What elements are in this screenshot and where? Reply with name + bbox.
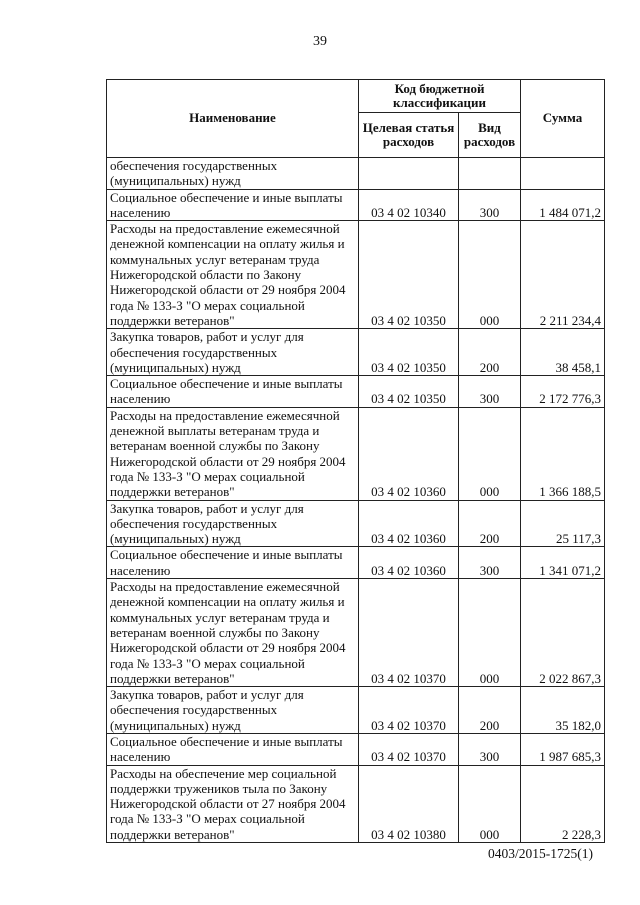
page-number: 39	[313, 34, 327, 49]
row-name-cell: Расходы на обеспечение мер социальной поддержки тружеников тыла по Закону Нижегородской области от 27 ноября 2004 года № 133-З "О мерах социальной поддержки ветеранов"	[107, 765, 359, 842]
table-row	[107, 500, 605, 547]
table-body	[107, 158, 605, 843]
row-name-cell: обеспечения государственных (муниципальных) нужд	[107, 158, 359, 190]
row-expense-type-cell: 300	[459, 547, 521, 579]
row-target-article-cell: 03 4 02 10350	[359, 329, 459, 376]
row-name-cell: Социальное обеспечение и иные выплаты населению	[107, 189, 359, 221]
row-sum-cell: 35 182,0	[521, 687, 605, 734]
row-sum-cell: 1 341 071,2	[521, 547, 605, 579]
document-number: 0403/2015-1725(1)	[488, 846, 593, 861]
row-sum-cell: 38 458,1	[521, 329, 605, 376]
row-target-article-cell: 03 4 02 10370	[359, 687, 459, 734]
row-expense-type-cell	[459, 158, 521, 190]
row-name-cell: Закупка товаров, работ и услуг для обеспечения государственных (муниципальных) нужд	[107, 687, 359, 734]
table-row	[107, 329, 605, 376]
table-row	[107, 547, 605, 579]
row-target-article-cell: 03 4 02 10380	[359, 765, 459, 842]
row-name-cell: Социальное обеспечение и иные выплаты населению	[107, 733, 359, 765]
row-name-cell: Социальное обеспечение и иные выплаты населению	[107, 376, 359, 408]
row-target-article-cell: 03 4 02 10360	[359, 547, 459, 579]
row-name-cell: Закупка товаров, работ и услуг для обеспечения государственных (муниципальных) нужд	[107, 329, 359, 376]
row-sum-cell: 1 987 685,3	[521, 733, 605, 765]
table-row	[107, 158, 605, 190]
row-expense-type-cell: 300	[459, 189, 521, 221]
table-row	[107, 189, 605, 221]
table-header	[107, 80, 605, 158]
row-sum-cell: 2 022 867,3	[521, 579, 605, 687]
row-sum-cell: 2 228,3	[521, 765, 605, 842]
table-row	[107, 687, 605, 734]
row-sum-cell: 2 211 234,4	[521, 221, 605, 329]
header-name: Наименование	[107, 80, 359, 158]
row-expense-type-cell: 000	[459, 765, 521, 842]
row-target-article-cell: 03 4 02 10370	[359, 733, 459, 765]
header-target-article: Целевая статья расходов	[359, 113, 459, 158]
row-target-article-cell	[359, 158, 459, 190]
row-target-article-cell: 03 4 02 10360	[359, 407, 459, 500]
row-expense-type-cell: 300	[459, 733, 521, 765]
row-sum-cell	[521, 158, 605, 190]
row-sum-cell: 1 484 071,2	[521, 189, 605, 221]
row-name-cell: Расходы на предоставление ежемесячной денежной компенсации на оплату жилья и коммунальных услуг ветеранам труда Нижегородской области по Закону Нижегородской области от 29 ноября 2004 года № 133-З "О мерах социальной поддержки ветеранов"	[107, 221, 359, 329]
row-target-article-cell: 03 4 02 10360	[359, 500, 459, 547]
row-expense-type-cell: 300	[459, 376, 521, 408]
row-target-article-cell: 03 4 02 10340	[359, 189, 459, 221]
row-target-article-cell: 03 4 02 10350	[359, 221, 459, 329]
row-sum-cell: 1 366 188,5	[521, 407, 605, 500]
table-row	[107, 376, 605, 408]
row-name-cell: Расходы на предоставление ежемесячной денежной компенсации на оплату жилья и коммунальных услуг ветеранам труда и ветеранам военной службы по Закону Нижегородской области от 29 ноября 2004 года № 133-З "О мерах социальной поддержки ветеранов"	[107, 579, 359, 687]
table-row	[107, 221, 605, 329]
header-expense-type: Вид расходов	[459, 113, 521, 158]
row-name-cell: Социальное обеспечение и иные выплаты населению	[107, 547, 359, 579]
row-name-cell: Закупка товаров, работ и услуг для обеспечения государственных (муниципальных) нужд	[107, 500, 359, 547]
row-sum-cell: 25 117,3	[521, 500, 605, 547]
row-expense-type-cell: 000	[459, 221, 521, 329]
budget-table	[106, 79, 605, 843]
header-sum: Сумма	[521, 80, 605, 158]
header-budget-code-group: Код бюджетной классификации	[359, 80, 521, 113]
row-target-article-cell: 03 4 02 10350	[359, 376, 459, 408]
row-expense-type-cell: 200	[459, 329, 521, 376]
table-row	[107, 765, 605, 842]
table-row	[107, 579, 605, 687]
row-target-article-cell: 03 4 02 10370	[359, 579, 459, 687]
row-expense-type-cell: 000	[459, 407, 521, 500]
table-row	[107, 407, 605, 500]
row-expense-type-cell: 000	[459, 579, 521, 687]
row-expense-type-cell: 200	[459, 500, 521, 547]
table-row	[107, 733, 605, 765]
row-name-cell: Расходы на предоставление ежемесячной денежной выплаты ветеранам труда и ветеранам военной службы по Закону Нижегородской области от 29 ноября 2004 года № 133-З "О мерах социальной поддержки ветеранов"	[107, 407, 359, 500]
row-expense-type-cell: 200	[459, 687, 521, 734]
row-sum-cell: 2 172 776,3	[521, 376, 605, 408]
